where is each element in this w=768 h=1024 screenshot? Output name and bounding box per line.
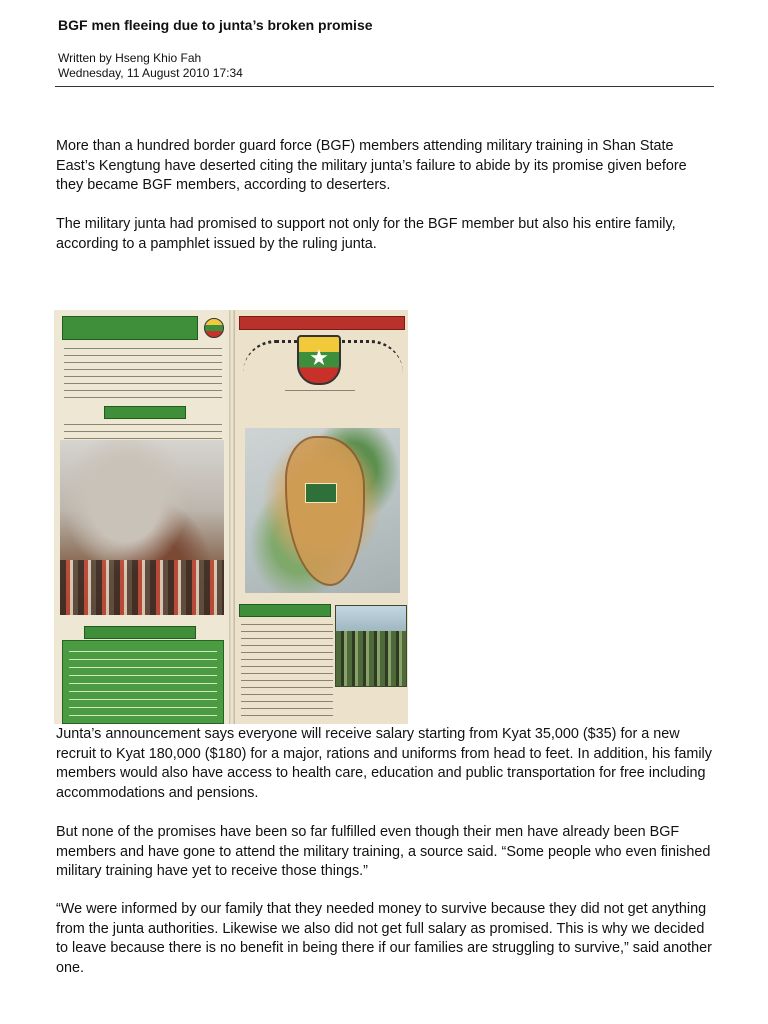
- paragraph-2: The military junta had promised to support not only for the BGF member but also his entire family, according to a pamphlet issued by the ruling junta.: [56, 216, 676, 252]
- star-icon: ★: [309, 345, 329, 370]
- benefits-box: [62, 640, 224, 724]
- pamphlet-subheading-2: [84, 626, 196, 639]
- benefits-text: [69, 647, 217, 717]
- myanmar-map-illustration: [245, 428, 400, 593]
- paragraph-5: “We were informed by our family that they needed money to survive because they did not get anything from the junta authorities. Likewise we also did not get full salary as promised. This is why we decided to leave because there is no benefit in being there if our families are struggling to survive,” said another one.: [56, 901, 712, 976]
- pamphlet-heading-green: [62, 316, 198, 340]
- paragraph-3: Junta’s announcement says everyone will receive salary starting from Kyat 35,000 ($35) for a new recruit to Kyat 180,000 ($180) for a major, rations and uniforms from head to feet. In addition, his family members would also have access to health care, education and public transportation for free including accommodations and pensions.: [56, 726, 712, 801]
- pamphlet-photo: [54, 310, 408, 724]
- pamphlet-body-text: [64, 344, 222, 404]
- myanmar-flag-shield-icon: [297, 335, 341, 385]
- publish-date: Wednesday, 11 August 2010 17:34: [58, 66, 243, 80]
- pamphlet-subheading-3: [239, 604, 331, 617]
- pamphlet-heading-red: [239, 316, 405, 330]
- pamphlet-body-text-2: [64, 420, 222, 440]
- byline: [58, 51, 243, 81]
- pamphlet-right-panel: [235, 310, 408, 724]
- map-shape: [285, 436, 365, 586]
- article-title: BGF men fleeing due to junta’s broken promise: [58, 17, 373, 33]
- map-inset-photo: [305, 483, 337, 503]
- soldiers-photo: [335, 605, 407, 687]
- paragraph-4: But none of the promises have been so far fulfilled even though their men have already been BGF members and have gone to attend the military training, a source said. “Some people who even finished military training have yet to receive those things.”: [56, 824, 711, 880]
- author: Written by Hseng Khio Fah: [58, 51, 202, 65]
- pamphlet-subheading: [104, 406, 186, 419]
- collage-caption: [76, 506, 206, 546]
- pamphlet-subtitle: [285, 386, 355, 396]
- pamphlet-list-text: [241, 620, 333, 720]
- pamphlet-left-panel: [54, 310, 229, 724]
- emblem-icon: [204, 318, 224, 338]
- group-photo: [60, 560, 224, 615]
- paragraph-1: More than a hundred border guard force (BGF) members attending military training in Shan State East’s Kengtung have deserted citing the military junta’s failure to abide by its promise given before they became BGF members, according to deserters.: [56, 138, 687, 194]
- header-divider: [55, 86, 714, 87]
